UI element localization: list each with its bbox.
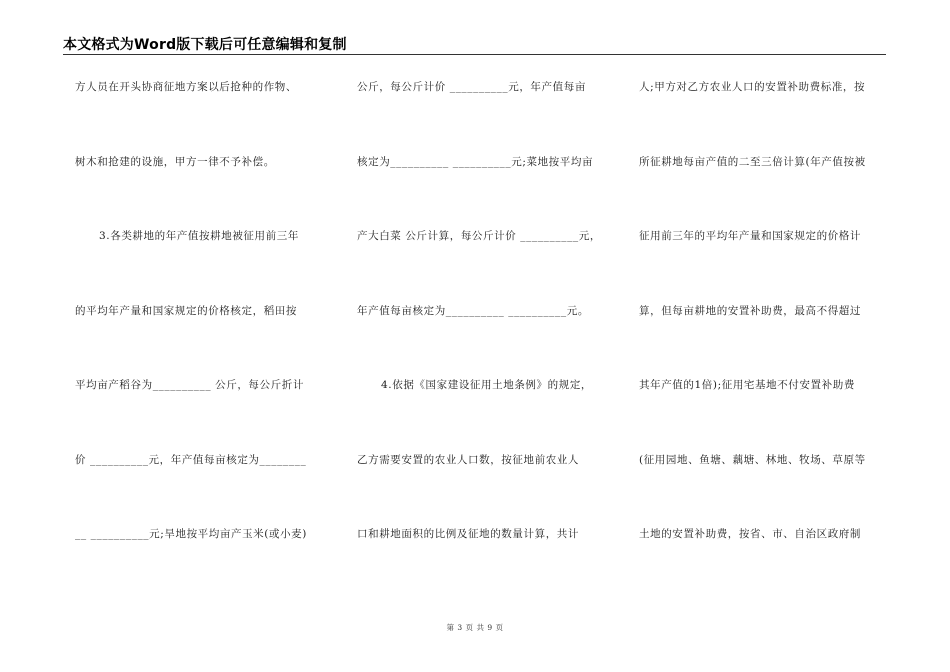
text-line: 核定为__________ __________元;菜地按平均亩 [357,155,594,168]
page-number-footer: 第 3 页 共 9 页 [446,623,504,632]
text-column-1 [75,78,325,600]
text-line: 价 __________元，年产值每亩核定为________ [75,453,307,466]
text-line: 平均亩产稻谷为__________ 公斤，每公斤折计 [75,379,304,391]
text-line: 征用前三年的平均年产量和国家规定的价格计 [639,230,861,242]
text-line: 算，但每亩耕地的安置补助费，最高不得超过 [639,304,861,317]
text-column-3 [639,78,889,600]
text-line: 产大白菜 公斤计算，每公斤计价 __________元， [357,230,601,242]
text-line: __ __________元;旱地按平均亩产玉米(或小麦) [75,528,307,540]
text-line: 3.各类耕地的年产值按耕地被征用前三年 [99,230,299,242]
text-line: 乙方需要安置的农业人口数，按征地前农业人 [357,453,579,466]
text-column-2 [357,78,607,600]
text-line: 4.依据《国家建设征用土地条例》的规定， [381,379,593,391]
text-line: 所征耕地每亩产值的二至三倍计算(年产值按被 [639,155,866,168]
text-line: 年产值每亩核定为__________ __________元。 [357,304,589,317]
header-divider [63,54,886,55]
text-line: 公斤，每公斤计价 __________元，年产值每亩 [357,81,586,93]
text-line: 人;甲方对乙方农业人口的安置补助费标准，按 [639,81,866,93]
text-line: 方人员在开头协商征地方案以后抢种的作物、 [75,81,297,93]
text-line: 口和耕地面积的比例及征地的数量计算，共计 [357,528,579,540]
text-line: 土地的安置补助费，按省、市、自治区政府制 [639,528,861,540]
text-line: 的平均年产量和国家规定的价格核定，稻田按 [75,304,297,317]
text-line: 其年产值的1倍);征用宅基地不付安置补助费 [639,379,855,391]
text-line: (征用园地、鱼塘、藕塘、林地、牧场、草原等 [639,453,866,466]
document-header-title: 本文格式为Word版下载后可任意编辑和复制 [63,37,347,53]
text-line: 树木和抢建的设施，甲方一律不予补偿。 [75,155,275,168]
